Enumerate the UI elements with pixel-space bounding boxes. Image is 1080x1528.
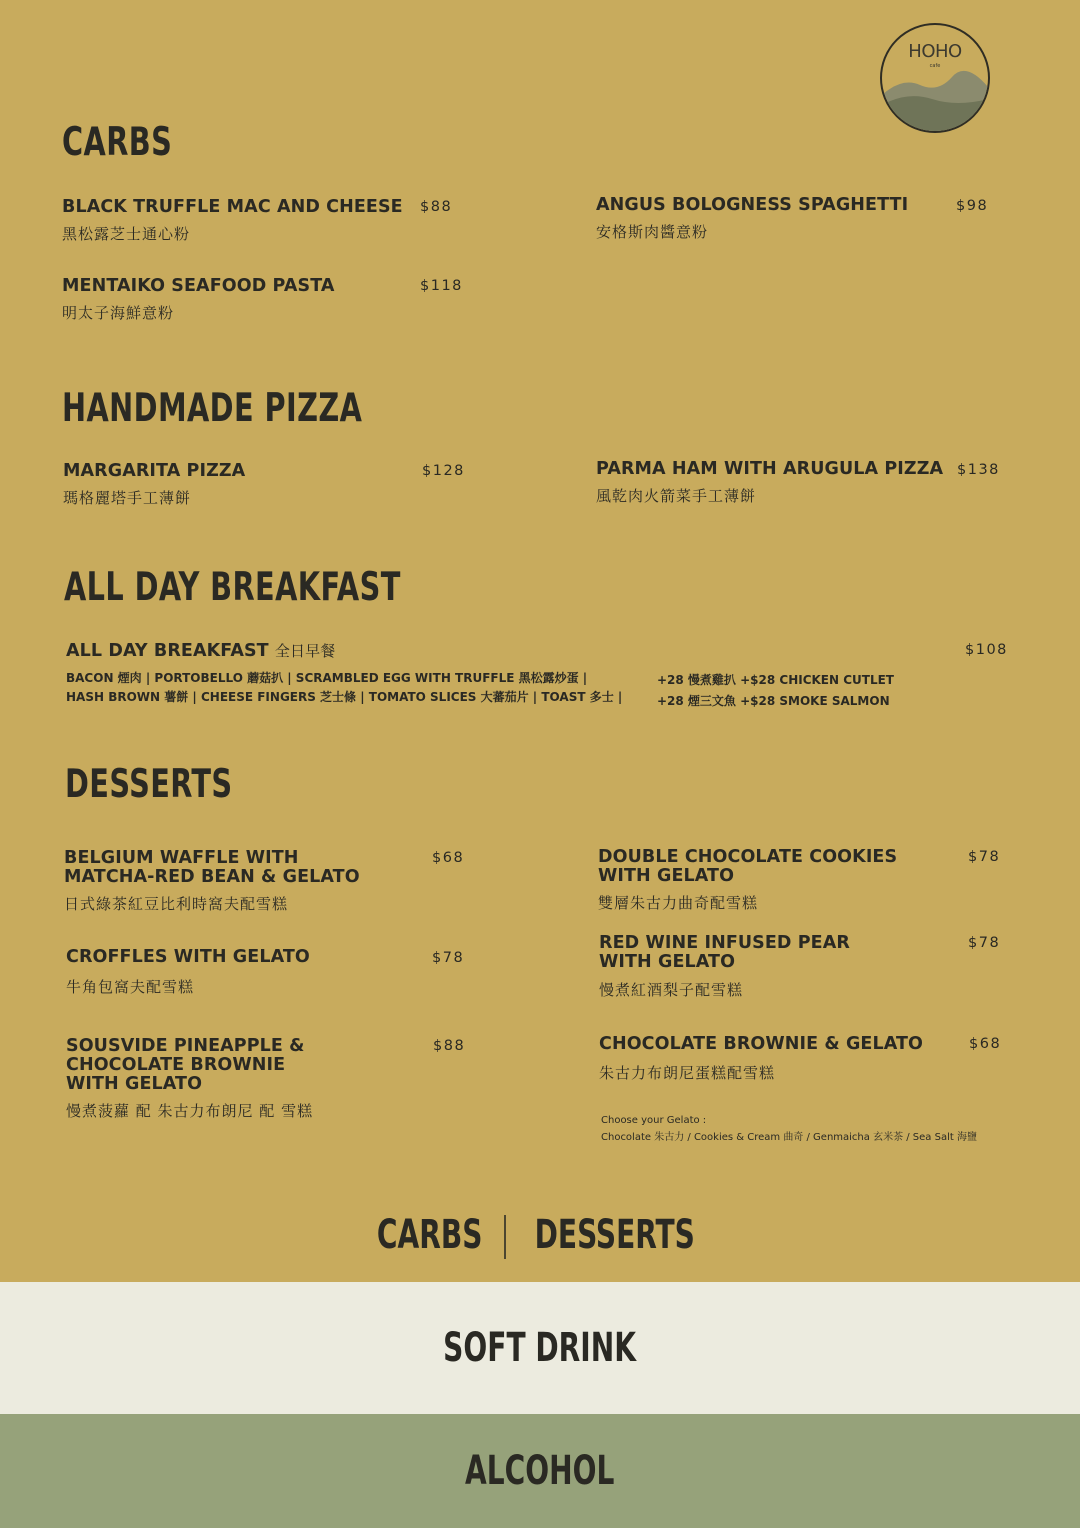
item-name: BLACK TRUFFLE MAC AND CHEESE bbox=[62, 197, 403, 217]
section-title-breakfast: ALL DAY BREAKFAST bbox=[64, 565, 401, 610]
item-price: $78 bbox=[968, 849, 1001, 865]
item-chinese-name: 朱古力布朗尼蛋糕配雪糕 bbox=[599, 1064, 776, 1082]
item-price: $98 bbox=[956, 198, 989, 214]
item-price: $138 bbox=[957, 462, 1000, 478]
breakfast-price: $108 bbox=[965, 642, 1008, 658]
section-title-carbs: CARBS bbox=[62, 120, 173, 165]
gelato-note-options: Chocolate 朱古力 / Cookies & Cream 曲奇 / Genmaicha 玄米茶 / Sea Salt 海鹽 bbox=[601, 1132, 977, 1143]
item-chinese-name: 安格斯肉醬意粉 bbox=[596, 223, 709, 241]
item-name: MARGARITA PIZZA bbox=[63, 461, 246, 481]
dessert-name-line-2: CHOCOLATE BROWNIE bbox=[66, 1055, 286, 1075]
section-title-pizza: HANDMADE PIZZA bbox=[62, 386, 363, 431]
item-chinese-name: 慢煮紅酒梨子配雪糕 bbox=[599, 981, 744, 999]
item-chinese-name: 日式綠茶紅豆比利時窩夫配雪糕 bbox=[64, 895, 289, 913]
nav-carbs-link[interactable]: CARBS bbox=[376, 1212, 483, 1258]
breakfast-components-line-2: HASH BROWN 薯餅 | CHEESE FINGERS 芝士條 | TOMATO SLICES 大蕃茄片 | TOAST 多士 | bbox=[66, 690, 623, 704]
dessert-name-line-1: BELGIUM WAFFLE WITH bbox=[64, 848, 299, 868]
logo-subtext: cafe bbox=[929, 63, 941, 69]
item-name: PARMA HAM WITH ARUGULA PIZZA bbox=[596, 459, 944, 479]
item-name: ANGUS BOLOGNESS SPAGHETTI bbox=[596, 195, 909, 215]
item-name: MENTAIKO SEAFOOD PASTA bbox=[62, 276, 335, 296]
gelato-note-heading: Choose your Gelato : bbox=[601, 1115, 707, 1126]
item-chinese-name: 風乾肉火箭菜手工薄餅 bbox=[596, 487, 757, 505]
item-chinese-name: 雙層朱古力曲奇配雪糕 bbox=[598, 894, 759, 912]
breakfast-name-en: ALL DAY BREAKFAST bbox=[66, 641, 269, 661]
item-price: $88 bbox=[420, 199, 453, 215]
cafe-logo bbox=[880, 23, 990, 133]
item-price: $78 bbox=[968, 935, 1001, 951]
section-title-desserts: DESSERTS bbox=[65, 762, 233, 807]
dessert-name-line-2: WITH GELATO bbox=[599, 952, 736, 972]
item-chinese-name: 黑松露芝士通心粉 bbox=[62, 225, 191, 243]
breakfast-addon-salmon: +28 煙三文魚 +$28 SMOKE SALMON bbox=[657, 694, 890, 708]
tab-soft-drink-label: SOFT DRINK bbox=[443, 1325, 637, 1371]
dessert-name-line-3: WITH GELATO bbox=[66, 1074, 203, 1094]
breakfast-item-name bbox=[66, 642, 335, 661]
item-chinese-name: 慢煮菠蘿 配 朱古力布朗尼 配 雪糕 bbox=[66, 1102, 314, 1120]
tab-alcohol-label: ALCOHOL bbox=[465, 1448, 615, 1494]
nav-desserts-link[interactable]: DESSERTS bbox=[535, 1212, 696, 1258]
item-chinese-name: 明太子海鮮意粉 bbox=[62, 304, 175, 322]
item-price: $78 bbox=[432, 950, 465, 966]
item-price: $68 bbox=[432, 850, 465, 866]
dessert-name-line-2: MATCHA-RED BEAN & GELATO bbox=[64, 867, 360, 887]
breakfast-name-cn: 全日早餐 bbox=[274, 642, 336, 660]
dessert-name-line-1: CROFFLES WITH GELATO bbox=[66, 947, 310, 967]
dessert-name-line-1: SOUSVIDE PINEAPPLE & bbox=[66, 1036, 305, 1056]
tab-soft-drink[interactable] bbox=[0, 1282, 1080, 1414]
dessert-name-line-1: CHOCOLATE BROWNIE & GELATO bbox=[599, 1034, 924, 1054]
nav-separator bbox=[504, 1215, 506, 1259]
dessert-name-line-1: DOUBLE CHOCOLATE COOKIES bbox=[598, 847, 898, 867]
breakfast-addon-chicken: +28 慢煮雞扒 +$28 CHICKEN CUTLET bbox=[657, 673, 894, 687]
item-price: $88 bbox=[433, 1038, 466, 1054]
dessert-name-line-1: RED WINE INFUSED PEAR bbox=[599, 933, 850, 953]
item-price: $68 bbox=[969, 1036, 1002, 1052]
item-chinese-name: 瑪格麗塔手工薄餅 bbox=[63, 489, 192, 507]
logo-text: HOHO bbox=[908, 41, 962, 62]
item-price: $118 bbox=[420, 278, 463, 294]
breakfast-components-line-1: BACON 煙肉 | PORTOBELLO 蘑菇扒 | SCRAMBLED EGG WITH TRUFFLE 黑松露炒蛋 | bbox=[66, 671, 588, 685]
item-chinese-name: 牛角包窩夫配雪糕 bbox=[66, 978, 195, 996]
current-section-nav bbox=[0, 1212, 1080, 1259]
dessert-name-line-2: WITH GELATO bbox=[598, 866, 735, 886]
item-price: $128 bbox=[422, 463, 465, 479]
tab-alcohol[interactable] bbox=[0, 1414, 1080, 1528]
